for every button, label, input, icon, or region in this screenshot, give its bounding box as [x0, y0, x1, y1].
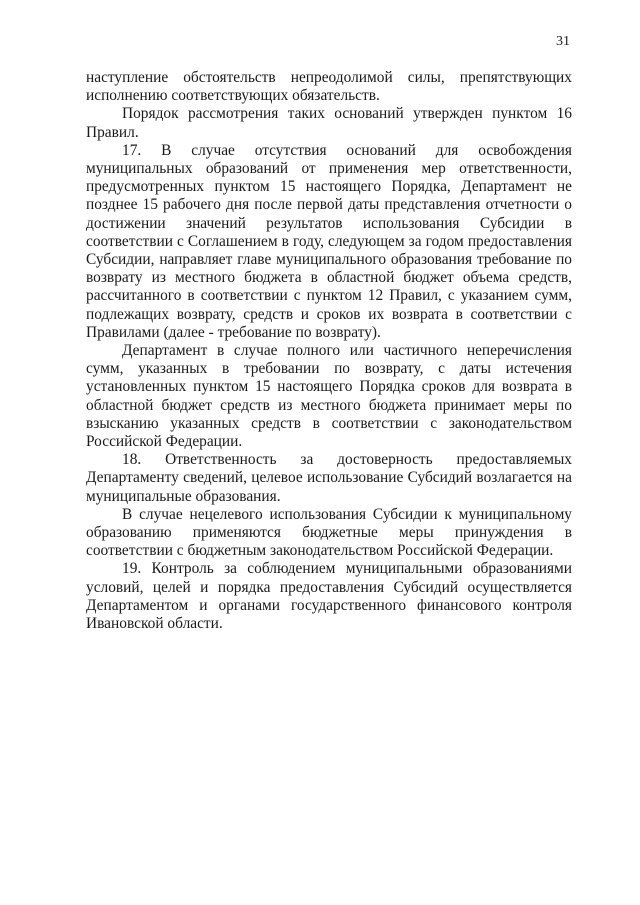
paragraph-misuse-measures: В случае нецелевого использования Субсидии к муниципальному образованию применяются бюджетные меры принуждения в соответствии с бюджетным законодательством Российской Федерации.	[86, 505, 572, 560]
paragraph-19-control: 19. Контроль за соблюдением муниципальными образованиями условий, целей и порядка предоставления Субсидий осуществляется Департаментом и органами государственного финансового контроля Ивановской области.	[86, 560, 572, 633]
paragraph-18-responsibility: 18. Ответственность за достоверность предоставляемых Департаменту сведений, целевое использование Субсидий возлагается на муниципальные образования.	[86, 451, 572, 505]
paragraph-recovery-measures: Департамент в случае полного или частичного неперечисления сумм, указанных в требовании по возврату, с даты истечения установленных пунктом 15 настоящего Порядка сроков для возврата в областной бюджет средств из местного бюджета принимает меры по взысканию указанных средств в соответствии с законодательством Российской Федерации.	[86, 342, 572, 451]
paragraph-review-procedure: Порядок рассмотрения таких оснований утвержден пунктом 16 Правил.	[86, 105, 572, 141]
paragraph-17-refund-demand: 17. В случае отсутствия оснований для освобождения муниципальных образований от применения мер ответственности, предусмотренных пунктом 15 настоящего Порядка, Департамент не позднее 15 рабочего дня после первой даты представления отчетности о достижении значений результатов использования Субсидии в соответствии с Соглашением в году, следующем за годом предоставления Субсидии, направляет главе муниципального образования требование по возврату из местного бюджета в областной бюджет объема средств, рассчитанного в соответствии с пунктом 12 Правил, с указанием сумм, подлежащих возврату, средств и сроков их возврата в соответствии с Правилами (далее - требование по возврату).	[86, 141, 572, 341]
page-number: 31	[556, 34, 570, 49]
paragraph-force-majeure-continuation: наступление обстоятельств непреодолимой силы, препятствующих исполнению соответствующих обязательств.	[86, 69, 572, 105]
document-body	[86, 69, 572, 633]
